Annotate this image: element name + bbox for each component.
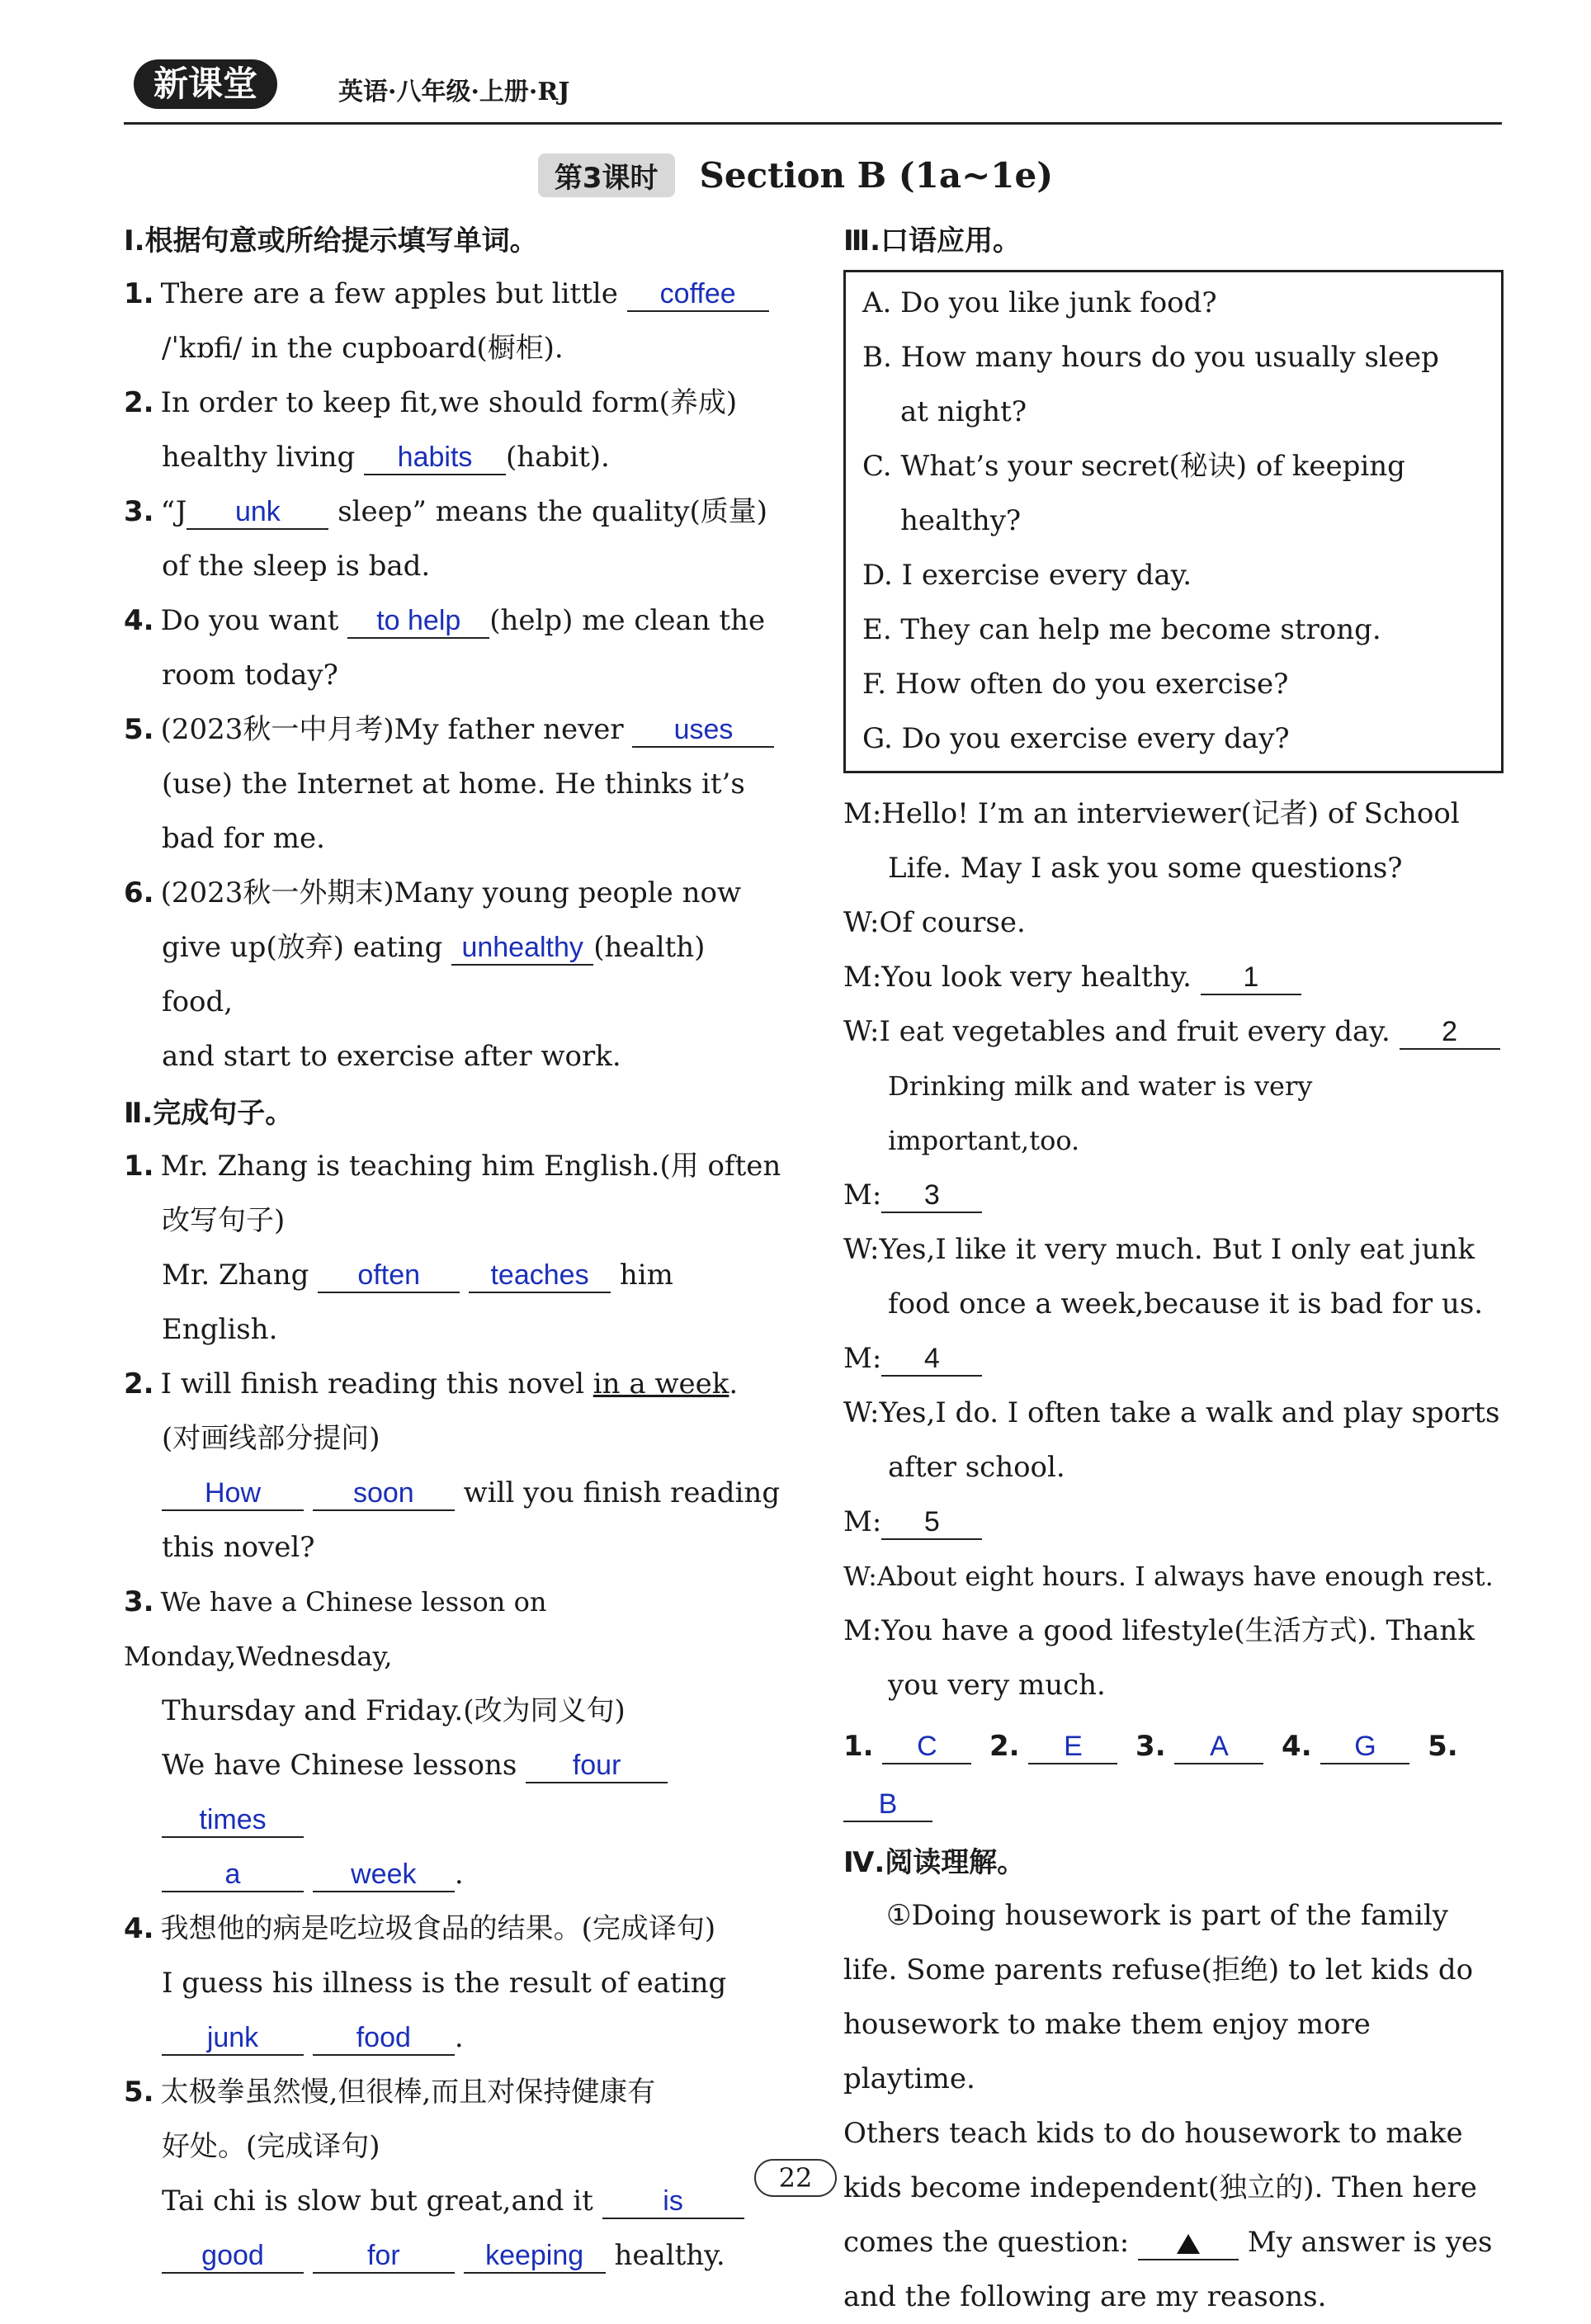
answer-blank[interactable]: How bbox=[162, 1476, 304, 1511]
answer-blank[interactable]: four bbox=[526, 1749, 668, 1783]
answer-blank[interactable]: G bbox=[1320, 1730, 1409, 1764]
option-c: C. What’s your secret(秘诀) of keeping bbox=[862, 450, 1405, 483]
answer-blank[interactable]: B bbox=[843, 1788, 932, 1822]
p1-q2: 2. In order to keep fit,we should form(养成) bbox=[124, 386, 738, 419]
answer-blank[interactable]: uses bbox=[632, 713, 774, 748]
answer-blank[interactable]: E bbox=[1028, 1730, 1117, 1764]
left-column: Ⅰ.根据句意或所给提示填写单词。 1. There are a few apples but little coffee /ˈkɒfi/ in the cupboard(橱柜). 2. In order to keep fit,we should form(养成) healthy living habits (habit). 3. “J unk sleep” means the quality(质量) of the sleep is bad. 4. Do you want to help (help) me clean the room today? 5. (2023秋一中月考)My father never uses (use) the Internet at home. He thinks it’s bad for me. 6. (2023秋一外期末)Many young people now give up(放弃) eating unhealthy (health) food, and start to exercise after work. Ⅱ.完成句子。 1. Mr. Zhang is teaching him English.(用 often 改写句子) Mr. Zhang often teaches him English. 2. I will finish reading this novel in a week. (对画线部分提问) How soon will you finish reading this novel? 3. We have a Chinese lesson on Monday,Wednesday, Thursday and Friday.(改为同义句) We have Chinese lessons four times a week . 4. 我想他的病是吃垃圾食品的结果。(完成译句) I guess his illness is the result of eating junk food . 5. 太极拳虽然慢,但很棒,而且对保持健康有 好处。(完成译句) Tai chi is slow but great,and it is good for keeping healthy. bbox=[124, 211, 784, 2283]
option-g: G. Do you exercise every day? bbox=[862, 722, 1290, 755]
dialog-blank[interactable]: 3 bbox=[881, 1179, 982, 1213]
answer-blank[interactable]: food bbox=[313, 2021, 455, 2056]
option-e: E. They can help me become strong. bbox=[862, 613, 1381, 646]
p2-q1: 1. Mr. Zhang is teaching him English.(用 often bbox=[124, 1150, 781, 1183]
lesson-tag: 第3课时 bbox=[538, 154, 675, 197]
answer-blank[interactable]: to help bbox=[347, 604, 489, 639]
dialog-blank[interactable]: 5 bbox=[881, 1505, 982, 1540]
question-blank[interactable] bbox=[1138, 2226, 1239, 2260]
option-f: F. How often do you exercise? bbox=[862, 668, 1289, 701]
p2-q3: 3. We have a Chinese lesson on Monday,Wednesday, bbox=[124, 1585, 547, 1672]
p1-q5: 5. (2023秋一中月考)My father never uses bbox=[124, 702, 784, 757]
answer-blank[interactable]: soon bbox=[313, 1476, 455, 1511]
dialog-blank[interactable]: 1 bbox=[1201, 961, 1301, 995]
part4-title: Ⅳ.阅读理解。 bbox=[843, 1846, 1026, 1879]
answer-blank[interactable]: unk bbox=[186, 495, 328, 530]
options-box: A. Do you like junk food? B. How many hours do you usually sleep at night? C. What’s your secret(秘诀) of keeping healthy? D. I exercise every day. E. They can help me become strong. F. How often do you exercise? G. Do you exercise every day? bbox=[843, 270, 1504, 773]
answer-row: 1. C 2. E 3. A 4. G 5. B bbox=[843, 1717, 1504, 1833]
answer-blank[interactable]: week bbox=[313, 1858, 455, 1892]
page-number: 22 bbox=[0, 2162, 1591, 2194]
answer-blank[interactable]: is bbox=[602, 2185, 744, 2219]
dialog-blank[interactable]: 2 bbox=[1400, 1015, 1500, 1050]
p1-q1: 1. There are a few apples but little coffee bbox=[124, 267, 784, 321]
part1-title: Ⅰ.根据句意或所给提示填写单词。 bbox=[124, 224, 538, 257]
p2-q5: 5. 太极拳虽然慢,但很棒,而且对保持健康有 bbox=[124, 2076, 656, 2109]
book-subtitle: 英语·八年级·上册·RJ bbox=[338, 78, 570, 106]
page-header bbox=[124, 56, 1502, 125]
answer-blank[interactable]: unhealthy bbox=[451, 931, 593, 966]
answer-blank[interactable]: often bbox=[318, 1259, 460, 1293]
answer-blank[interactable]: habits bbox=[364, 441, 506, 475]
dialog: M:Hello! I’m an interviewer(记者) of School Life. May I ask you some questions? W:Of course. M:You look very healthy. 1 W:I eat vegetables and fruit every day. 2 Drinking milk and water is very important,too. M: 3 W:Yes,I like it very much. But I only eat junk food once a week,because it is bad for us. M: 4 W:Yes,I do. I often take a walk and play sports after school. M: 5 W:About eight hours. I always have enough rest. M:You have a good lifestyle(生活方式). Thank you very much. bbox=[843, 797, 1500, 1702]
p2-q2: 2. I will finish reading this novel in a week. bbox=[124, 1367, 739, 1401]
answer-blank[interactable]: coffee bbox=[627, 277, 769, 312]
answer-blank[interactable]: C bbox=[882, 1730, 971, 1764]
answer-blank[interactable]: a bbox=[162, 1858, 304, 1892]
p1-q6: 6. (2023秋一外期末)Many young people now bbox=[124, 876, 742, 909]
part3-title: Ⅲ.口语应用。 bbox=[843, 224, 1022, 257]
answer-blank[interactable]: A bbox=[1174, 1730, 1263, 1764]
p1-q4: 4. Do you want to help (help) me clean the bbox=[124, 604, 766, 637]
triangle-icon bbox=[1177, 2234, 1200, 2254]
brand-logo: 新课堂 bbox=[134, 59, 277, 109]
p2-q4: 4. 我想他的病是吃垃圾食品的结果。(完成译句) bbox=[124, 1912, 716, 1945]
section-title: Section B (1a~1e) bbox=[699, 155, 1054, 196]
option-b: B. How many hours do you usually sleep bbox=[862, 341, 1439, 374]
answer-blank[interactable]: good bbox=[162, 2239, 304, 2274]
right-column: Ⅲ.口语应用。 A. Do you like junk food? B. How many hours do you usually sleep at night? C. What’s your secret(秘诀) of keeping healthy? D. I exercise every day. E. They can help me become strong. F. How often do you exercise? G. Do you exercise every day? M:Hello! I’m an interviewer(记者) of School Life. May I ask you some questions? W:Of course. M:You look very healthy. 1 W:I eat vegetables and fruit every day. 2 Drinking milk and water is very important,too. M: 3 W:Yes,I like it very much. But I only eat junk food once a week,because it is bad for us. M: 4 W:Yes,I do. I often take a walk and play sports after school. M: 5 W:About eight hours. I always have enough rest. M:You have a good lifestyle(生活方式). Thank you very much. 1. C 2. E 3. A 4. G 5. B Ⅳ.阅读理解。 ①Doing housework is part of the family life. Some parents refuse(拒绝) to let kids do housework to make them enjoy more playtime. Others teach kids to do housework to make kids become independent(独立的). Then here comes the question: My answer is yes and the following are my reasons. bbox=[843, 211, 1504, 2324]
answer-blank[interactable]: for bbox=[313, 2239, 455, 2274]
p1-q3: 3. “J unk sleep” means the quality(质量) bbox=[124, 495, 768, 528]
answer-blank[interactable]: junk bbox=[162, 2021, 304, 2056]
answer-blank[interactable]: times bbox=[162, 1803, 304, 1838]
dialog-blank[interactable]: 4 bbox=[881, 1342, 982, 1377]
answer-blank[interactable]: teaches bbox=[469, 1259, 611, 1293]
part2-title: Ⅱ.完成句子。 bbox=[124, 1097, 294, 1130]
option-d: D. I exercise every day. bbox=[862, 559, 1192, 592]
lesson-title bbox=[0, 154, 1591, 197]
option-a: A. Do you like junk food? bbox=[862, 286, 1217, 319]
answer-blank[interactable]: keeping bbox=[464, 2239, 606, 2274]
